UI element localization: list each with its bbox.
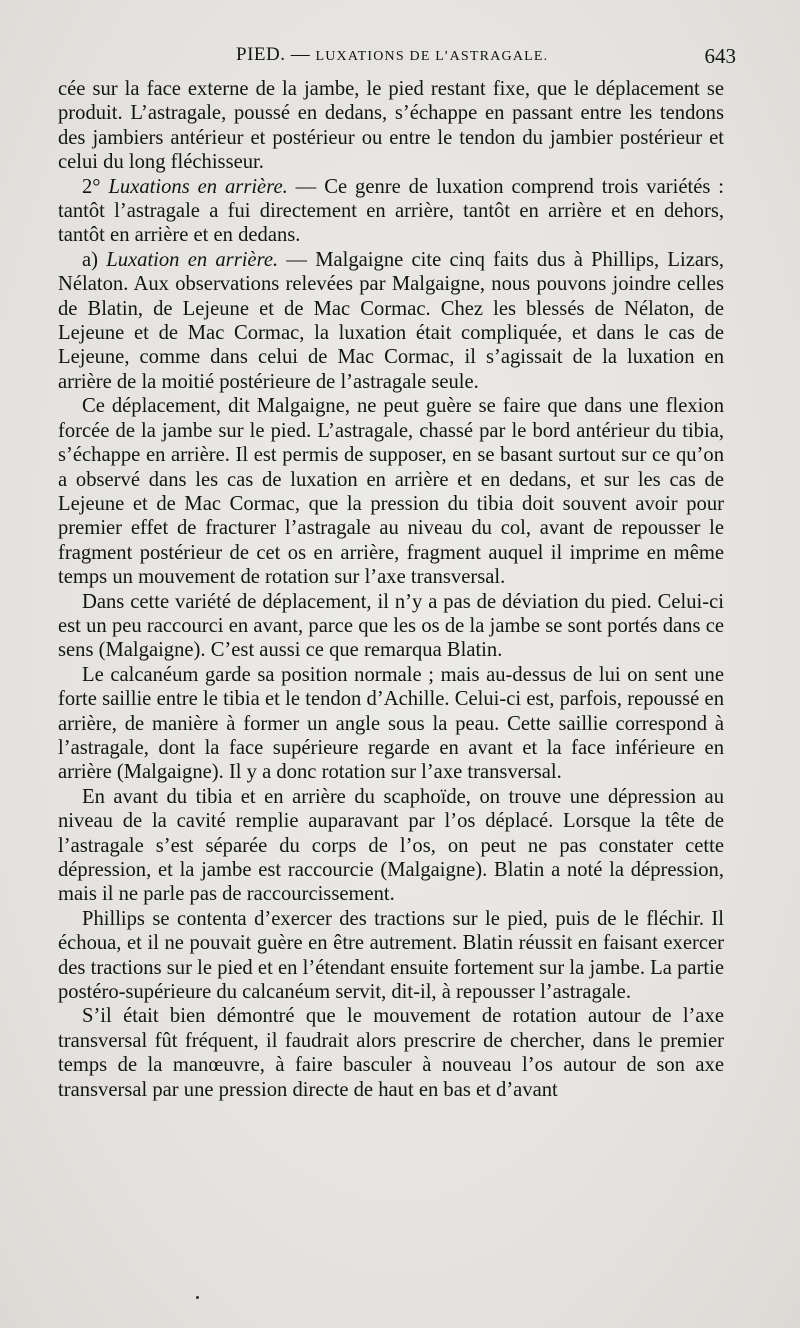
paragraph-1 — [58, 77, 724, 175]
paragraph-5-text: Dans cette variété de déplacement, il n’y a pas de déviation du pied. Celui-ci est un peu raccourci en avant, parce que les os de la jambe se sont portés dans ce sens (Malgaigne). C’est aussi ce que remarqua Blatin. — [58, 590, 724, 662]
paragraph-3 — [58, 248, 724, 394]
paragraph-9-text: S’il était bien démontré que le mouvement de rotation autour de l’axe transversal fût fréquent, il faudrait alors prescrire de chercher, dans le premier temps de la manœuvre, à faire basculer à nouveau l’os autour de son axe transversal par une pression directe de haut en bas et d’avant — [58, 1005, 724, 1101]
paragraph-8-text: Phillips se contenta d’exercer des tractions sur le pied, puis de le fléchir. Il échoua, et il ne pouvait guère en être autrement. Blatin réussit en faisant exercer des tractions sur le pied et en l’étendant ensuite fortement sur la jambe. La partie postéro-supérieure du calcanéum servit, dit-il, à repousser l’astragale. — [58, 907, 724, 1004]
body-text — [58, 77, 724, 1102]
paragraph-6 — [58, 663, 724, 785]
page-header — [58, 44, 742, 70]
subsection-heading: Luxation en arrière. — [106, 248, 279, 271]
running-head-word: PIED. — [236, 44, 286, 65]
subsection-letter: a) — [82, 248, 107, 271]
paragraph-6-text: Le calcanéum garde sa position normale ; mais au-dessus de lui on sent une forte saillie entre le tibia et le tendon d’Achille. Celui-ci est, parfois, repoussé en arrière, de manière à former un angle sous la peau. Cette saillie correspond à l’astragale, dont la face supérieure regarde en avant et la face inférieure en arrière (Malgaigne). Il y a donc rotation sur l’axe transversal. — [58, 663, 724, 784]
paragraph-3-text: — Malgaigne cite cinq faits dus à Phillips, Lizars, Nélaton. Aux observations relevées par Malgaigne, nous pouvons joindre celles de Blatin, de Lejeune et de Mac Cormac. Chez les blessés de Nélaton, de Lejeune et de Mac Cormac, la luxation était compliquée, et dans le cas de Lejeune, comme dans celui de Mac Cormac, il s’agissait de la luxation en arrière de la moitié postérieure de l’astragale seule. — [58, 248, 725, 393]
running-head-separator: — — [290, 44, 311, 65]
section-number: 2° — [82, 175, 109, 198]
running-head-title: LUXATIONS DE L’ASTRAGALE. — [315, 49, 549, 64]
running-head — [236, 44, 548, 66]
paragraph-7-text: En avant du tibia et en arrière du scaphoïde, on trouve une dépression au niveau de la cavité remplie auparavant par l’os déplacé. Lorsque la tête de l’astragale s’est séparée du corps de l’os, on peut ne pas constater cette dépression, et la jambe est raccourcie (Malgaigne). Blatin a noté la dépression, mais il ne parle pas de raccourcissement. — [58, 785, 724, 906]
paragraph-7 — [58, 785, 724, 907]
paragraph-4 — [58, 394, 724, 589]
paragraph-2-text: — Ce genre de luxation comprend trois variétés : tantôt l’astragale a fui directement en arrière, tantôt en arrière et en dehors, tantôt en arrière et en dedans. — [58, 175, 724, 247]
paragraph-1-text: cée sur la face externe de la jambe, le pied restant fixe, que le déplacement se produit. L’astragale, poussé en dedans, s’échappe en passant entre les tendons des jambiers antérieur et postérieur ou entre le tendon du jambier postérieur et celui du long fléchisseur. — [58, 78, 724, 174]
paragraph-9 — [58, 1004, 724, 1102]
page-number: 643 — [704, 44, 736, 68]
section-heading: Luxations en arrière. — [108, 175, 288, 198]
paragraph-4-text: Ce déplacement, dit Malgaigne, ne peut guère se faire que dans une flexion forcée de la jambe sur le pied. L’astragale, chassé par le bord antérieur du tibia, s’échappe en arrière. Il est permis de supposer, en se basant surtout sur ce qu’on a observé dans les cas de luxation en arrière et en dedans, et sur les cas de Lejeune et de Mac Cormac, que la pression du tibia doit souvent avoir pour premier effet de fracturer l’astragale au niveau du col, avant de repousser le fragment postérieur de cet os en arrière, fragment auquel il imprime en même temps un mouvement de rotation sur l’axe transversal. — [58, 395, 724, 589]
ink-speck — [196, 1296, 199, 1299]
paragraph-2 — [58, 175, 724, 248]
paragraph-8 — [58, 907, 724, 1005]
paragraph-5 — [58, 590, 724, 663]
